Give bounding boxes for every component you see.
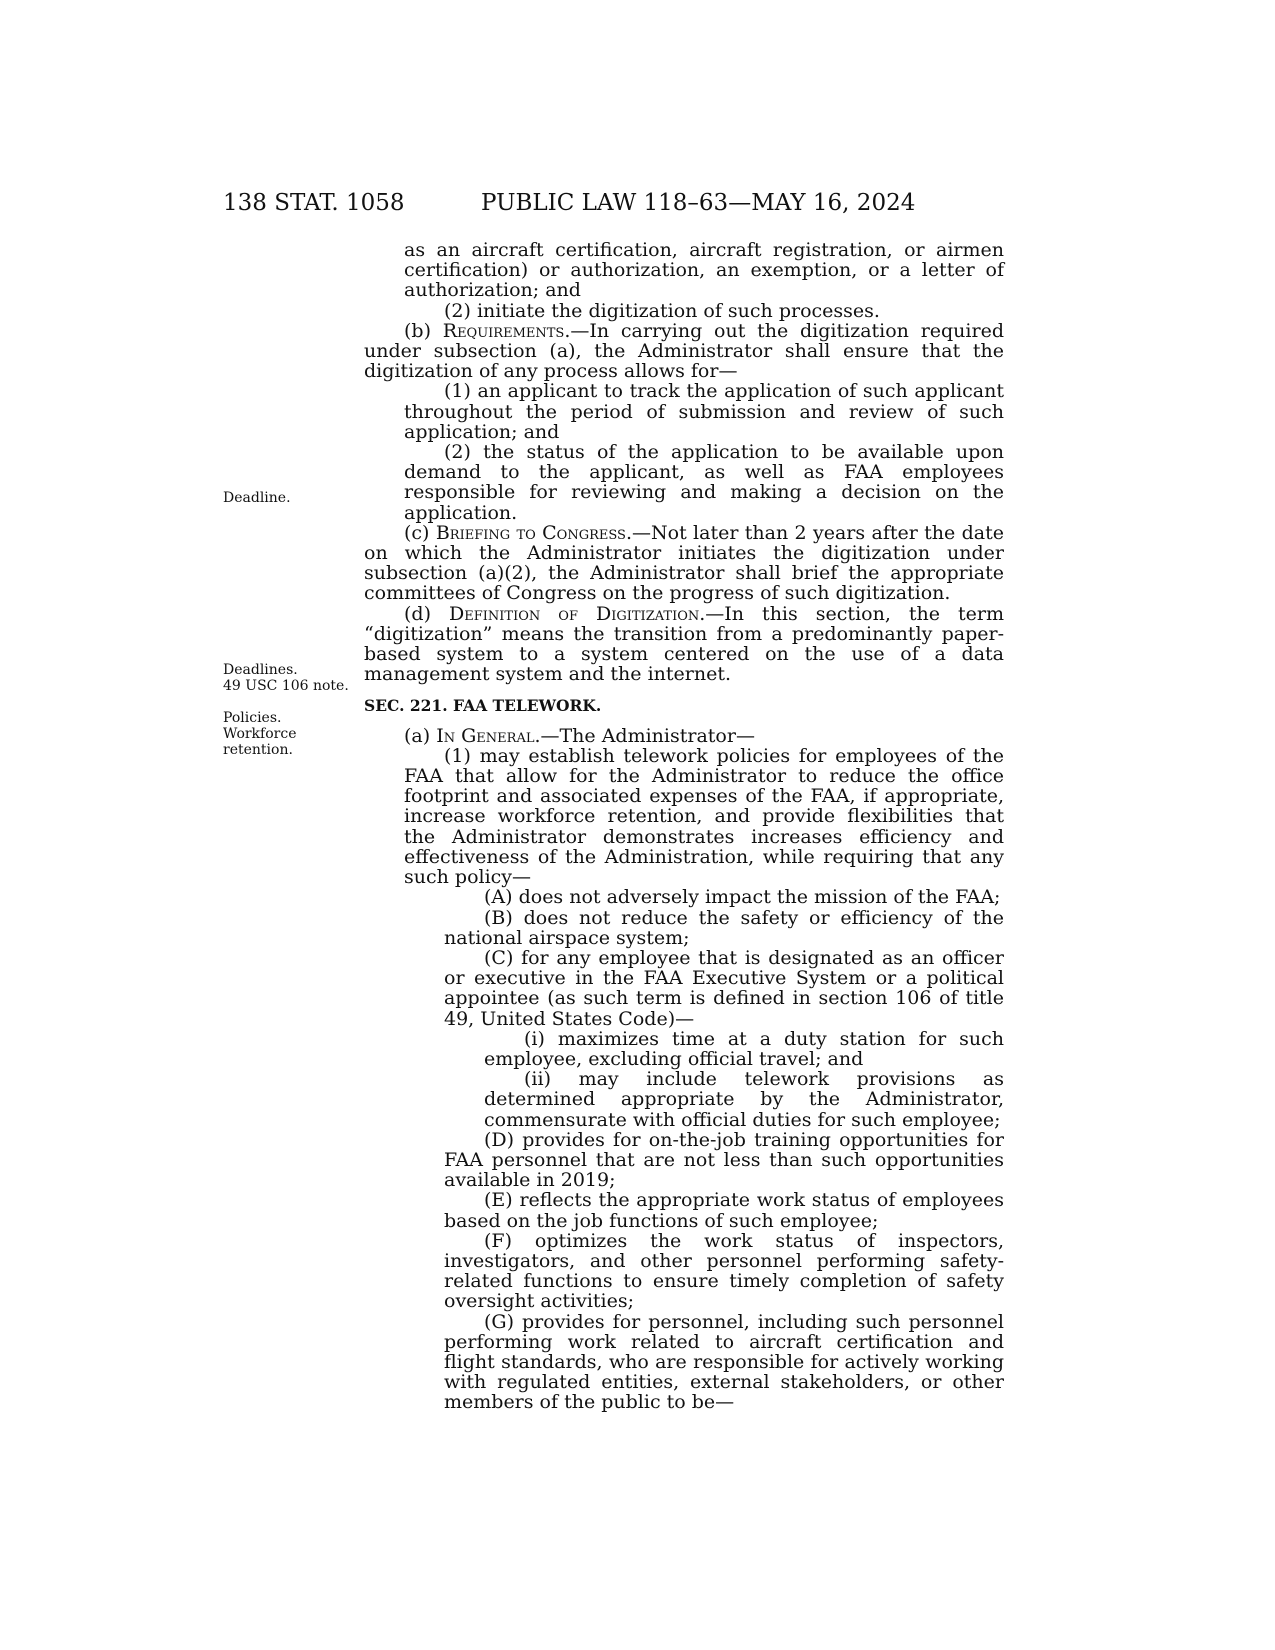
subsection-c-heading: Briefing to Congress [435,521,626,544]
subsection-c: (c) Briefing to Congress.—Not later than 2 years after the date on which the Administrator initiates the digitization under subsection (a)(2), the Administrator shall brief the appropriate committees of Congress on the progress of such digitization. [364,521,1004,605]
statute-body [364,240,1004,1413]
subparagraph-D: (D) provides for on-the-job training opportunities for FAA personnel that are not less than such opportunities available in 2019; [444,1128,1004,1192]
margin-note-policies: Policies. Workforce retention. [223,710,297,758]
paragraph-a2: (2) initiate the digitization of such processes. [444,299,880,322]
subsection-d-heading: Definition of Digitization [449,602,700,625]
margin-note-deadline: Deadline. [223,490,291,506]
paragraph-a1: (1) may establish telework policies for employees of the FAA that allow for the Administrator to reduce the office footprint and associated expenses of the FAA, if appropriate, increase workforce retention, and provide flexibilities that the Administrator demonstrates increases efficiency and effectiveness of the Administration, while requiring that any such policy— [404,744,1004,889]
subparagraph-E: (E) reflects the appropriate work status of employees based on the job functions of such employee; [444,1189,1004,1232]
subsection-a-heading: In General [436,724,535,747]
stat-citation: 138 STAT. 1058 [223,190,405,216]
margin-note-deadlines: Deadlines. 49 USC 106 note. [223,662,349,694]
subsection-b-heading: Requirements [442,319,565,342]
subparagraph-G: (G) provides for personnel, including such personnel performing work related to aircraft certification and flight standards, who are responsible for actively working with regulated entities, external stakeholders, or other members of the public to be— [444,1310,1004,1414]
subsection-a: (a) In General.—The Administrator— [404,724,755,747]
subparagraph-F: (F) optimizes the work status of inspectors, investigators, and other personnel performing safety-related functions to ensure timely completion of safety oversight activities; [444,1229,1004,1313]
subparagraph-C: (C) for any employee that is designated as an officer or executive in the FAA Executive System or a political appointee (as such term is defined in section 106 of title 49, United States Code)— [444,946,1004,1030]
paragraph-b1: (1) an applicant to track the application of such applicant throughout the period of submission and review of such application; and [404,380,1004,443]
section-heading: SEC. 221. FAA TELEWORK. [364,696,602,716]
running-header: PUBLIC LAW 118–63—MAY 16, 2024 [481,190,916,216]
paragraph-continuation: as an aircraft certification, aircraft registration, or airmen certification) or authorization, an exemption, or a letter of authorization; and [404,239,1004,302]
clause-Cii: (ii) may include telework provisions as determined appropriate by the Administrator, commensurate with official duties for such employee; [484,1068,1004,1131]
subparagraph-A: (A) does not adversely impact the mission of the FAA; [484,886,1001,909]
paragraph-b2: (2) the status of the application to be available upon demand to the applicant, as well as FAA employees responsible for reviewing and making a decision on the application. [404,441,1004,524]
subsection-b: (b) Requirements.—In carrying out the digitization required under subsection (a), the Administrator shall ensure that the digitization of any process allows for— [364,319,1004,383]
clause-Ci: (i) maximizes time at a duty station for such employee, excluding official travel; and [484,1027,1004,1070]
subsection-d: (d) Definition of Digitization.—In this section, the term “digitization” means the transition from a predominantly paper-based system to a system centered on the use of a data management system and the internet. [364,602,1005,686]
subparagraph-B: (B) does not reduce the safety or efficiency of the national airspace system; [444,906,1004,949]
